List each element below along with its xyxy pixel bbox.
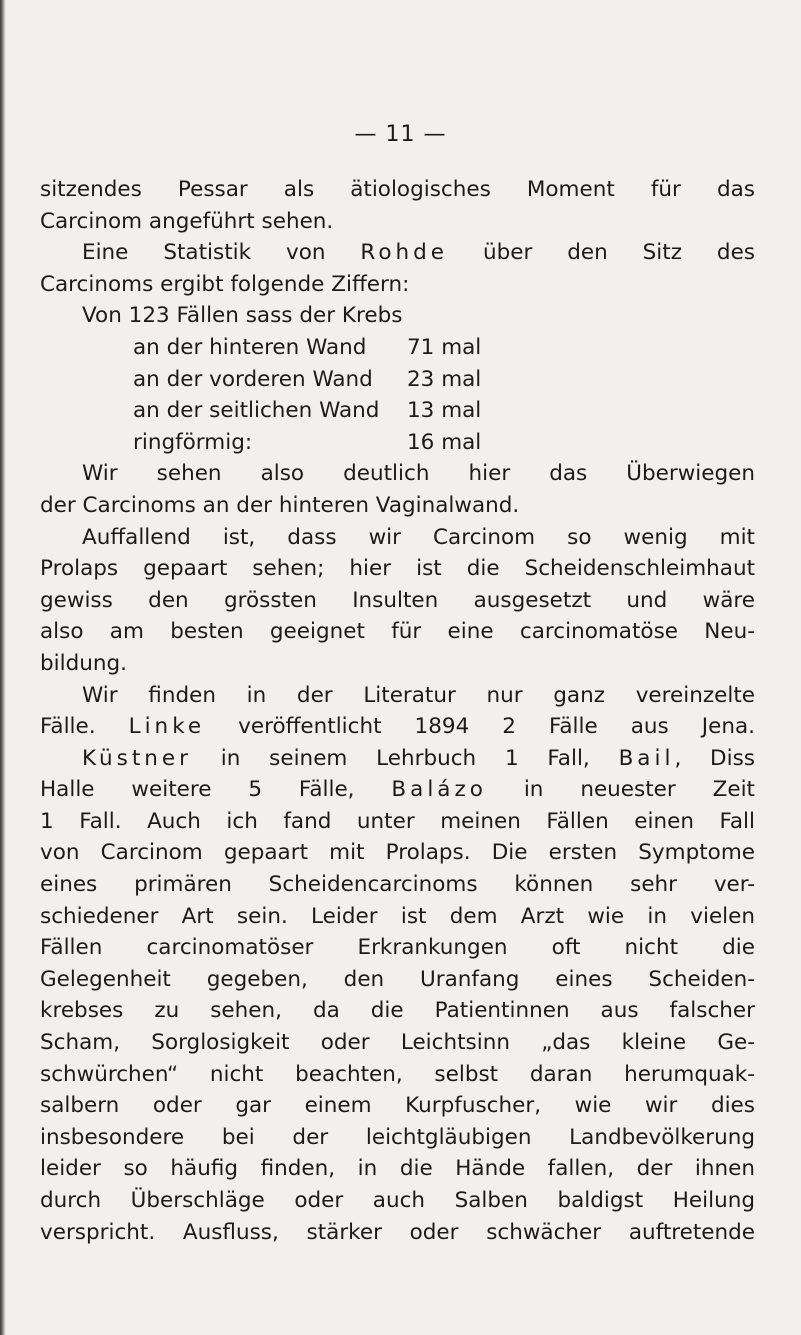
text-line: von Carcinom gepaart mit Prolaps. Die ersten Symptome (40, 840, 755, 866)
text-line: Scham, Sorglosigkeit oder Leichtsinn „das kleine Ge- (40, 1030, 755, 1056)
statistics-value: 71 mal (407, 334, 482, 360)
text-line: Wir sehen also deutlich hier das Überwiegen (82, 461, 755, 487)
text-line: schwürchen“ nicht beachten, selbst daran herumquak- (40, 1061, 755, 1087)
text-line: Gelegenheit gegeben, den Uranfang eines Scheiden- (40, 966, 755, 992)
text-line: durch Überschläge oder auch Salben baldigst Heilung (40, 1188, 755, 1213)
statistics-value: 23 mal (407, 366, 482, 392)
text-line: Prolaps gepaart sehen; hier ist die Scheidenschleimhaut (40, 556, 755, 582)
body-text (40, 174, 755, 1248)
text-segment: Fälle. (40, 714, 129, 740)
text-segment: Halle weitere 5 Fälle, (40, 777, 392, 803)
author-name: Küstner (82, 745, 192, 771)
statistics-label: an der seitlichen Wand (133, 398, 380, 424)
text-segment: , Diss (674, 745, 755, 771)
statistics-row (40, 332, 755, 364)
text-line: also am besten geeignet für eine carcinomatöse Neu- (40, 619, 755, 645)
author-name: Bail (618, 745, 675, 771)
text-segment: Eine Statistik von (82, 240, 361, 266)
statistics-label: an der hinteren Wand (133, 334, 367, 360)
text-segment: veröffentlicht 1894 2 Fälle aus Jena. (205, 714, 755, 740)
text-line (40, 774, 755, 806)
text-segment: in neuester Zeit (486, 777, 755, 803)
page-number: — 11 — (354, 122, 447, 147)
text-line: der Carcinoms an der hinteren Vaginalwand. (40, 492, 520, 518)
text-line (40, 711, 755, 743)
text-line: salbern oder gar einem Kurpfuscher, wie wir dies (40, 1093, 755, 1119)
text-line (40, 743, 755, 775)
statistics-row (40, 364, 755, 396)
statistics-value: 13 mal (407, 398, 482, 424)
statistics-label: ringförmig: (133, 429, 253, 455)
text-line: bildung. (40, 650, 127, 676)
text-line: eines primären Scheidencarcinoms können sehr ver- (40, 872, 755, 898)
text-line: leider so häufig finden, in die Hände fallen, der ihnen (40, 1156, 755, 1182)
statistics-row (40, 427, 755, 459)
statistics-label: an der vorderen Wand (133, 366, 373, 392)
text-line: Wir finden in der Literatur nur ganz vereinzelte (82, 682, 755, 708)
text-line: insbesondere bei der leichtgläubigen Landbevölkerung (40, 1124, 755, 1150)
text-segment: in seinem Lehrbuch 1 Fall, (191, 745, 619, 771)
text-segment: über den Sitz des (448, 240, 755, 266)
text-line: krebses zu sehen, da die Patientinnen aus falscher (40, 998, 755, 1024)
author-name: Linke (128, 714, 206, 740)
text-line: sitzendes Pessar als ätiologisches Moment für das (40, 177, 755, 202)
text-line: Carcinoms ergibt folgende Ziffern: (40, 271, 410, 297)
statistics-row (40, 395, 755, 427)
author-name: Rohde (360, 240, 449, 266)
text-line: verspricht. Ausfluss, stärker oder schwächer auftretende (40, 1219, 755, 1245)
text-line: gewiss den grössten Insulten ausgesetzt und wäre (40, 587, 755, 613)
text-line: Auffallend ist, dass wir Carcinom so wenig mit (82, 524, 755, 550)
page-edge-shadow (0, 0, 6, 1335)
author-name: Balázo (391, 777, 487, 803)
text-line: Fällen carcinomatöser Erkrankungen oft nicht die (40, 935, 755, 961)
text-line: Carcinom angeführt sehen. (40, 208, 334, 234)
text-line: schiedener Art sein. Leider ist dem Arzt wie in vielen (40, 903, 755, 929)
statistics-value: 16 mal (407, 429, 482, 455)
text-line: Von 123 Fällen sass der Krebs (82, 303, 403, 329)
text-line: 1 Fall. Auch ich fand unter meinen Fällen einen Fall (40, 808, 755, 834)
text-line (40, 237, 755, 269)
